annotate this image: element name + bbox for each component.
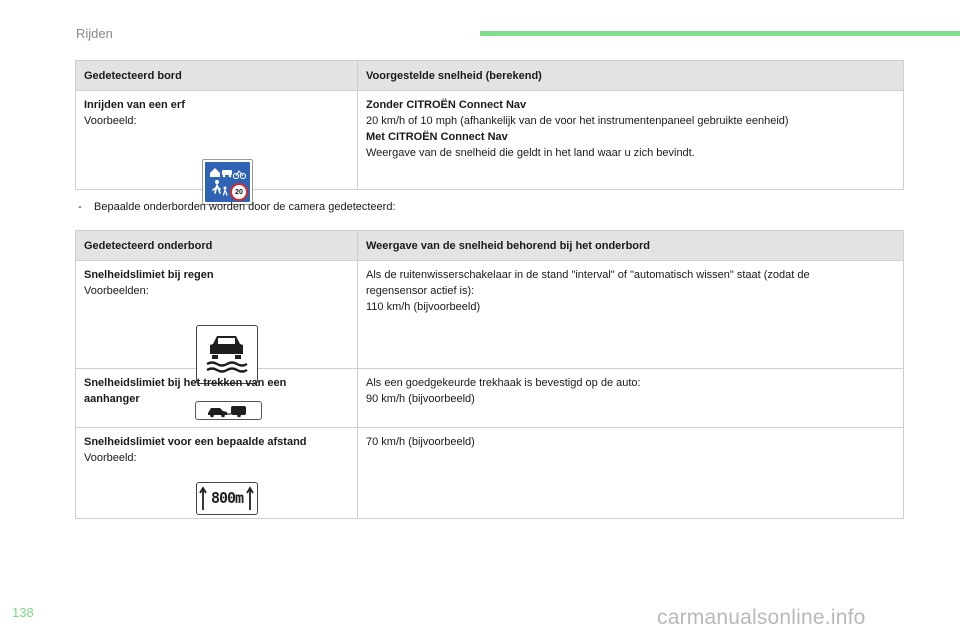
column-header: Gedetecteerd onderbord bbox=[76, 231, 358, 261]
car-with-trailer-icon bbox=[196, 402, 261, 419]
row-subtitle: Voorbeeld: bbox=[84, 115, 137, 127]
table-row bbox=[76, 91, 904, 190]
cell-content bbox=[84, 375, 349, 407]
section-title: Rijden bbox=[76, 26, 113, 41]
row-title: aanhanger bbox=[84, 393, 140, 405]
car-on-wet-road-icon bbox=[197, 326, 256, 382]
distance-subsign-icon bbox=[196, 482, 258, 515]
description-text: 20 km/h of 10 mph (afhankelijk van de voor het instrumentenpaneel gebruikte eenheid) bbox=[366, 115, 789, 127]
table-cell bbox=[76, 428, 358, 519]
row-title: Snelheidslimiet bij regen bbox=[84, 269, 214, 281]
description-heading: Zonder CITROËN Connect Nav bbox=[366, 99, 527, 111]
detected-subsign-table bbox=[75, 230, 904, 519]
table-cell bbox=[358, 91, 904, 190]
sign-speed-number: 20 bbox=[235, 189, 243, 196]
bullet-text: Bepaalde onderborden worden door de camera gedetecteerd: bbox=[94, 201, 396, 213]
table-cell bbox=[358, 369, 904, 428]
row-title: Snelheidslimiet voor een bepaalde afstand bbox=[84, 436, 307, 448]
distance-value: 800m bbox=[210, 489, 244, 507]
description-text: 90 km/h (bijvoorbeeld) bbox=[366, 393, 475, 405]
description-text: 70 km/h (bijvoorbeeld) bbox=[366, 436, 475, 448]
table-cell bbox=[76, 261, 358, 369]
description-text: Als een goedgekeurde trekhaak is bevestigd op de auto: bbox=[366, 377, 641, 389]
table-cell bbox=[76, 369, 358, 428]
woonerf-sign-icon bbox=[202, 159, 253, 205]
column-header: Weergave van de snelheid behorend bij het onderbord bbox=[358, 231, 904, 261]
description-text: Als de ruitenwisserschakelaar in de stand "interval" of "automatisch wissen" staat (zodat de bbox=[366, 269, 810, 281]
cell-content bbox=[84, 434, 349, 507]
column-header: Gedetecteerd bord bbox=[76, 61, 358, 91]
row-subtitle: Voorbeelden: bbox=[84, 285, 149, 297]
table-row bbox=[76, 428, 904, 519]
column-header: Voorgestelde snelheid (berekend) bbox=[358, 61, 904, 91]
header-accent-bar bbox=[480, 31, 960, 36]
table-cell bbox=[358, 261, 904, 369]
row-subtitle: Voorbeeld: bbox=[84, 452, 137, 464]
table-row bbox=[76, 369, 904, 428]
cell-content bbox=[84, 267, 349, 299]
table-header-row bbox=[76, 231, 904, 261]
bullet-item bbox=[78, 201, 396, 213]
watermark: carmanualsonline.info bbox=[657, 606, 866, 629]
trailer-subsign-icon bbox=[195, 401, 262, 420]
description-text: 110 km/h (bijvoorbeeld) bbox=[366, 301, 481, 313]
row-title: Snelheidslimiet bij het trekken van een bbox=[84, 377, 287, 389]
table-header-row bbox=[76, 61, 904, 91]
page-number: 138 bbox=[12, 605, 34, 620]
description-text: Weergave van de snelheid die geldt in het land waar u zich bevindt. bbox=[366, 147, 695, 159]
detected-sign-table bbox=[75, 60, 904, 196]
table-cell bbox=[358, 428, 904, 519]
table-row bbox=[76, 261, 904, 369]
table-cell bbox=[76, 91, 358, 196]
bullet-dash: - bbox=[78, 201, 82, 213]
description-text: regensensor actief is): bbox=[366, 285, 475, 297]
description-heading: Met CITROËN Connect Nav bbox=[366, 131, 508, 143]
cell-content bbox=[84, 97, 349, 196]
row-title: Inrijden van een erf bbox=[84, 99, 185, 111]
